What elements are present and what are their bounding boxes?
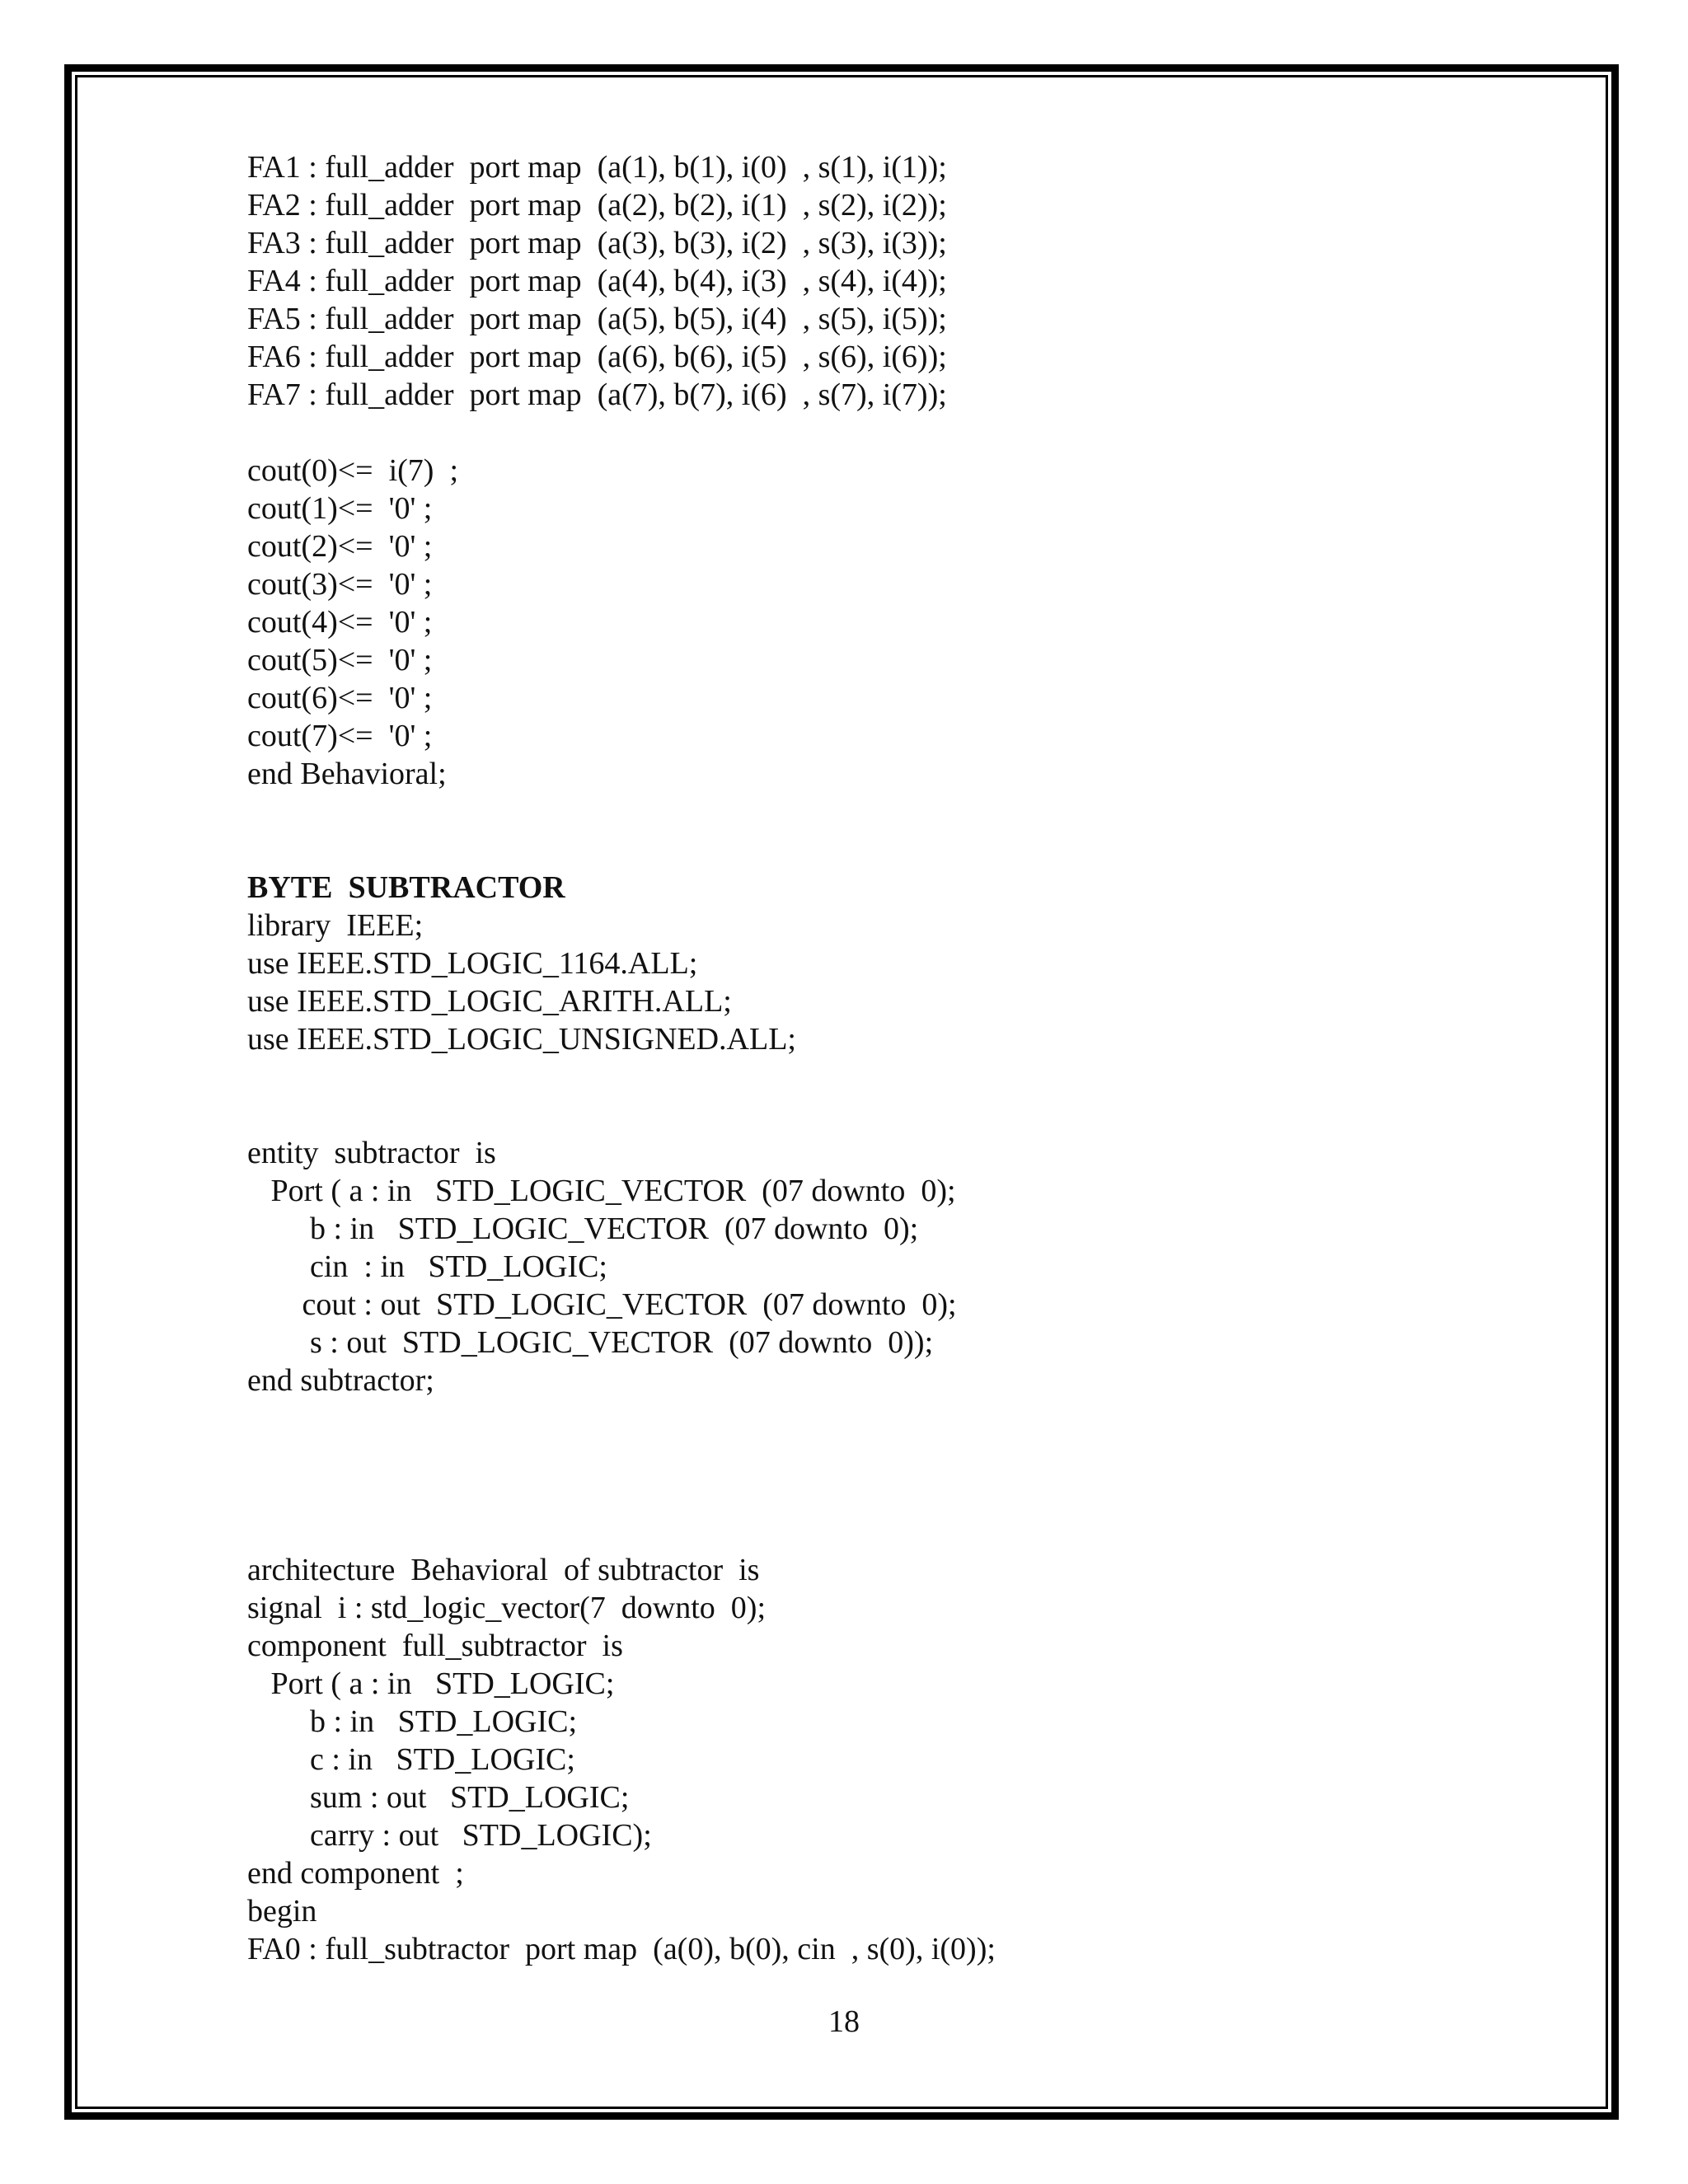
- code-line: begin: [247, 1894, 317, 1929]
- spacer: [247, 1058, 1484, 1096]
- spacer: [247, 1475, 1484, 1513]
- code-line: end subtractor;: [247, 1363, 434, 1398]
- spacer: [247, 1437, 1484, 1475]
- code-line: signal i : std_logic_vector(7 downto 0);: [247, 1591, 767, 1625]
- code-listing: [247, 148, 1484, 1968]
- spacer: [247, 1513, 1484, 1551]
- page-number: 18: [828, 2004, 860, 2039]
- code-line: component full_subtractor is: [247, 1629, 623, 1663]
- code-line: use IEEE.STD_LOGIC_ARITH.ALL;: [247, 984, 732, 1019]
- code-line: end component ;: [247, 1856, 464, 1891]
- code-line: cout(2)<= '0' ;: [247, 529, 433, 564]
- library-block: [247, 907, 1484, 1058]
- code-line: c : in STD_LOGIC;: [247, 1742, 575, 1777]
- spacer: [247, 1399, 1484, 1437]
- code-line: library IEEE;: [247, 908, 424, 943]
- spacer: [247, 414, 1484, 452]
- code-line: cout(4)<= '0' ;: [247, 605, 433, 640]
- code-line: b : in STD_LOGIC_VECTOR (07 downto 0);: [247, 1212, 919, 1246]
- spacer: [247, 793, 1484, 831]
- code-line: entity subtractor is: [247, 1136, 496, 1170]
- code-line: cin : in STD_LOGIC;: [247, 1249, 607, 1284]
- code-line: cout(5)<= '0' ;: [247, 643, 433, 677]
- spacer: [247, 1096, 1484, 1134]
- code-line: cout(6)<= '0' ;: [247, 681, 433, 715]
- code-line: FA3 : full_adder port map (a(3), b(3), i(2) , s(3), i(3));: [247, 226, 947, 260]
- code-line: sum : out STD_LOGIC;: [247, 1780, 630, 1815]
- entity-block: [247, 1134, 1484, 1399]
- code-line: cout(3)<= '0' ;: [247, 567, 433, 602]
- code-line: carry : out STD_LOGIC);: [247, 1818, 652, 1853]
- code-line: Port ( a : in STD_LOGIC_VECTOR (07 downto 0);: [247, 1174, 956, 1208]
- code-line: FA6 : full_adder port map (a(6), b(6), i(5) , s(6), i(6));: [247, 340, 947, 374]
- code-line: s : out STD_LOGIC_VECTOR (07 downto 0));: [247, 1325, 934, 1360]
- code-line: cout : out STD_LOGIC_VECTOR (07 downto 0);: [247, 1287, 957, 1322]
- code-line: end Behavioral;: [247, 757, 447, 791]
- code-line: use IEEE.STD_LOGIC_1164.ALL;: [247, 946, 698, 981]
- code-line: use IEEE.STD_LOGIC_UNSIGNED.ALL;: [247, 1022, 796, 1057]
- section-heading: BYTE SUBTRACTOR: [247, 870, 565, 905]
- code-line: cout(1)<= '0' ;: [247, 491, 433, 526]
- architecture-block: [247, 1551, 1484, 1968]
- code-line: architecture Behavioral of subtractor is: [247, 1553, 760, 1587]
- code-line: cout(0)<= i(7) ;: [247, 453, 459, 488]
- spacer: [247, 831, 1484, 869]
- port-map-block: [247, 148, 1484, 414]
- code-line: Port ( a : in STD_LOGIC;: [247, 1666, 615, 1701]
- code-line: FA4 : full_adder port map (a(4), b(4), i(3) , s(4), i(4));: [247, 264, 947, 298]
- code-line: FA2 : full_adder port map (a(2), b(2), i(1) , s(2), i(2));: [247, 188, 947, 223]
- code-line: b : in STD_LOGIC;: [247, 1704, 578, 1739]
- code-line: FA0 : full_subtractor port map (a(0), b(0), cin , s(0), i(0));: [247, 1932, 996, 1966]
- code-line: FA1 : full_adder port map (a(1), b(1), i(0) , s(1), i(1));: [247, 150, 947, 185]
- code-line: FA7 : full_adder port map (a(7), b(7), i(6) , s(7), i(7));: [247, 377, 947, 412]
- code-line: FA5 : full_adder port map (a(5), b(5), i(4) , s(5), i(5));: [247, 302, 947, 336]
- cout-assign-block: [247, 452, 1484, 793]
- code-line: cout(7)<= '0' ;: [247, 719, 433, 753]
